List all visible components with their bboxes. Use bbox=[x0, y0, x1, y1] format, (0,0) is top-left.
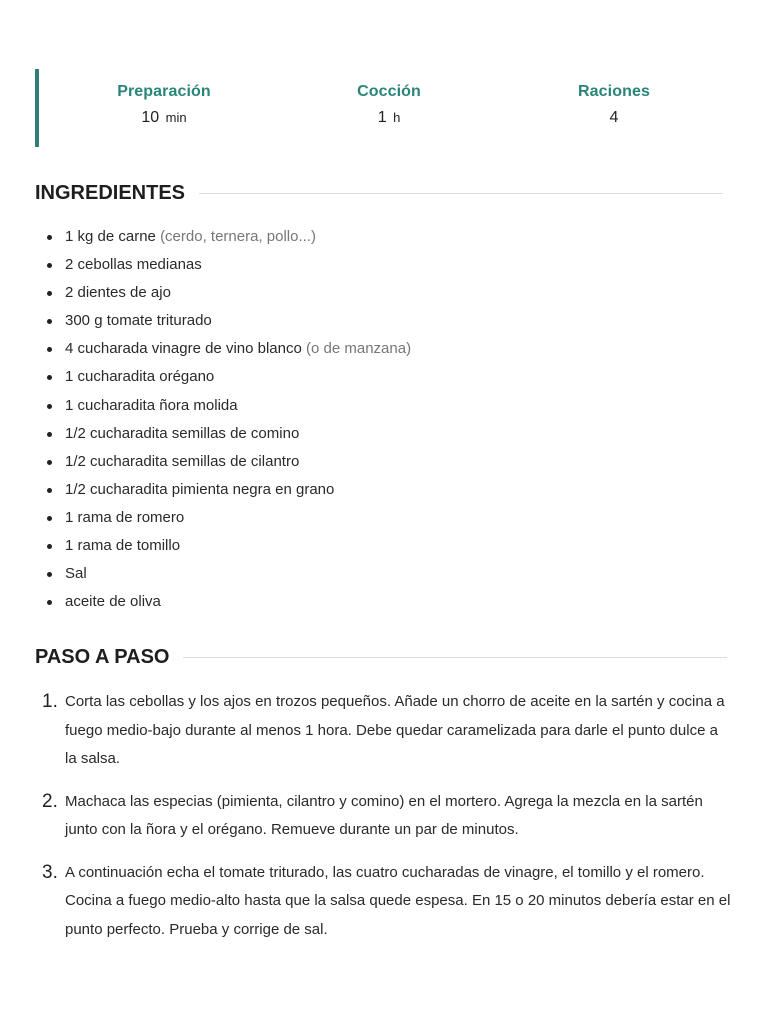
ingredient-text bbox=[65, 591, 161, 613]
ingredient-name: 1/2 cucharadita pimienta negra en grano bbox=[65, 480, 335, 498]
bullet-icon bbox=[47, 263, 52, 268]
bullet-icon bbox=[47, 235, 52, 240]
cook-time-number: 1 bbox=[377, 109, 387, 126]
steps-heading bbox=[35, 646, 727, 669]
ingredient-name: 300 g tomate triturado bbox=[65, 312, 212, 330]
step-item bbox=[42, 788, 732, 845]
bullet-icon bbox=[47, 572, 52, 577]
ingredient-item bbox=[47, 591, 411, 619]
bullet-icon bbox=[47, 319, 52, 324]
prep-time-label: Preparación bbox=[117, 83, 211, 100]
ingredient-text bbox=[65, 338, 411, 360]
servings-label: Raciones bbox=[578, 83, 650, 100]
ingredient-text bbox=[65, 310, 212, 332]
ingredient-item bbox=[47, 507, 411, 535]
step-number: 2. bbox=[42, 790, 58, 812]
ingredient-text bbox=[65, 254, 202, 276]
ingredient-name: aceite de oliva bbox=[65, 593, 161, 611]
ingredient-note: (cerdo, ternera, pollo...) bbox=[160, 228, 316, 245]
ingredient-name: 4 cucharada vinagre de vino blanco bbox=[65, 340, 306, 358]
prep-time-value bbox=[64, 109, 264, 127]
ingredient-text bbox=[65, 563, 87, 585]
ingredient-item bbox=[47, 563, 411, 591]
ingredient-text bbox=[65, 535, 180, 557]
steps-list bbox=[42, 688, 732, 958]
prep-time-unit: min bbox=[165, 110, 187, 125]
step-item bbox=[42, 859, 732, 945]
recipe-info-box bbox=[35, 69, 725, 147]
ingredient-text bbox=[65, 395, 238, 417]
servings bbox=[514, 83, 714, 127]
ingredient-item bbox=[47, 282, 411, 310]
ingredient-text bbox=[65, 282, 171, 304]
ingredient-name: 1 rama de romero bbox=[65, 508, 185, 526]
ingredient-item bbox=[47, 423, 411, 451]
ingredient-text bbox=[65, 451, 299, 473]
step-number: 3. bbox=[42, 861, 58, 883]
ingredient-item bbox=[47, 226, 411, 254]
ingredient-text bbox=[65, 507, 184, 529]
ingredient-note: (o de manzana) bbox=[306, 340, 412, 358]
ingredient-name: 1 cucharadita orégano bbox=[65, 368, 215, 386]
ingredient-item bbox=[47, 366, 411, 394]
step-text: Machaca las especias (pimienta, cilantro y comino) en el mortero. Agrega la mezcla en la sartén junto con la ñora y el orégano. Remueve durante un par de minutos. bbox=[65, 792, 703, 838]
ingredient-text bbox=[65, 366, 214, 388]
step-text: A continuación echa el tomate triturado, las cuatro cucharadas de vinagre, el tomillo y el romero. Cocina a fuego medio-alto hasta que la salsa quede espesa. En 15 o 20 minutos debería estar en el punto perfecto. Prueba y corrige de sal. bbox=[65, 863, 731, 938]
ingredient-name: 1 cucharadita ñora molida bbox=[65, 396, 238, 414]
ingredient-item bbox=[47, 479, 411, 507]
bullet-icon bbox=[47, 347, 52, 352]
prep-time-number: 10 bbox=[141, 109, 160, 126]
bullet-icon bbox=[47, 404, 52, 409]
bullet-icon bbox=[47, 291, 52, 296]
cook-time-label: Cocción bbox=[357, 83, 421, 100]
steps-title: PASO A PASO bbox=[35, 646, 170, 668]
ingredient-item bbox=[47, 310, 411, 338]
cook-time-value bbox=[289, 109, 489, 127]
step-text: Corta las cebollas y los ajos en trozos pequeños. Añade un chorro de aceite en la sartén y cocina a fuego medio-bajo durante al menos 1 hora. Debe quedar caramelizada para darle el punto dulce a la salsa. bbox=[65, 693, 725, 767]
ingredient-item bbox=[47, 338, 411, 366]
ingredient-name: 2 cebollas medianas bbox=[65, 256, 202, 274]
servings-value: 4 bbox=[609, 109, 619, 126]
ingredient-name: 1/2 cucharadita semillas de comino bbox=[65, 424, 300, 442]
steps-divider bbox=[183, 657, 727, 658]
prep-time bbox=[64, 83, 264, 127]
ingredient-item bbox=[47, 395, 411, 423]
cook-time bbox=[289, 83, 489, 127]
bullet-icon bbox=[47, 600, 52, 605]
ingredient-item bbox=[47, 254, 411, 282]
ingredient-item bbox=[47, 535, 411, 563]
bullet-icon bbox=[47, 488, 52, 493]
ingredient-name: 1/2 cucharadita semillas de cilantro bbox=[65, 452, 300, 470]
ingredient-name: 2 dientes de ajo bbox=[65, 284, 171, 302]
bullet-icon bbox=[47, 432, 52, 437]
bullet-icon bbox=[47, 460, 52, 465]
ingredients-heading bbox=[35, 182, 723, 205]
ingredient-text bbox=[65, 226, 316, 248]
bullet-icon bbox=[47, 375, 52, 380]
ingredients-list bbox=[47, 226, 411, 619]
cook-time-unit: h bbox=[393, 110, 401, 125]
step-item bbox=[42, 688, 732, 774]
bullet-icon bbox=[47, 544, 52, 549]
ingredient-item bbox=[47, 451, 411, 479]
step-number: 1. bbox=[42, 691, 58, 712]
bullet-icon bbox=[47, 516, 52, 521]
ingredients-divider bbox=[199, 193, 723, 194]
ingredient-text bbox=[65, 479, 334, 501]
ingredients-title: INGREDIENTES bbox=[35, 182, 186, 204]
ingredient-name: Sal bbox=[65, 565, 87, 583]
ingredient-name: 1 kg de carne bbox=[65, 228, 161, 245]
ingredient-text bbox=[65, 423, 299, 445]
ingredient-name: 1 rama de tomillo bbox=[65, 537, 181, 555]
